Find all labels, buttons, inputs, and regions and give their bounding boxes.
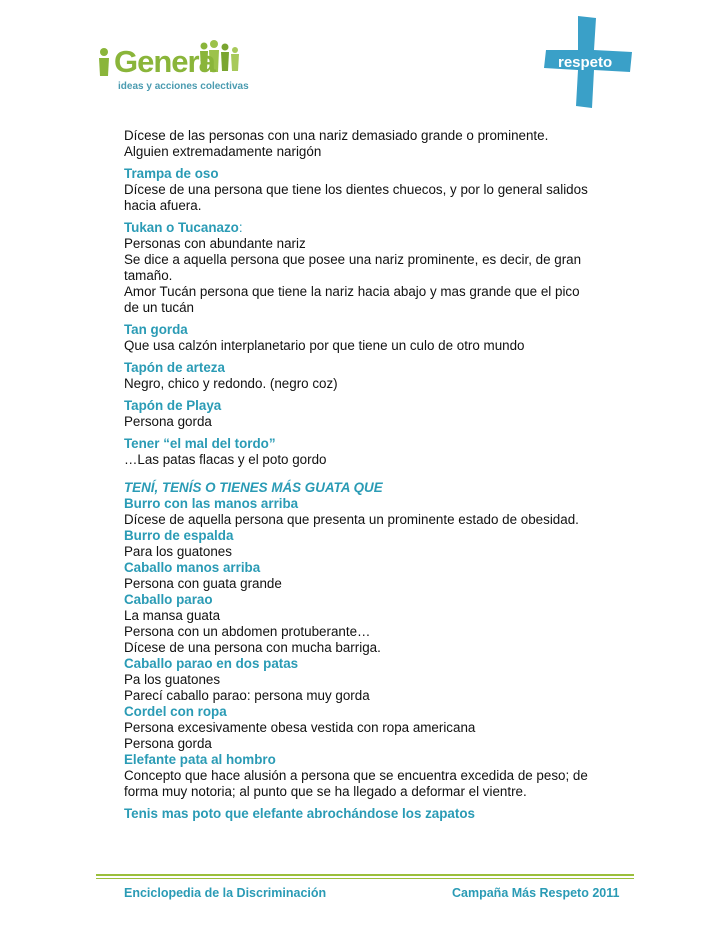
entry-burro-de-espalda: [124, 528, 614, 560]
entry-tukan-o-tucanazo: [124, 220, 614, 316]
entry-term: Caballo parao: [124, 592, 213, 607]
entry-line: …Las patas flacas y el poto gordo: [124, 452, 327, 467]
genera-logo-subtitle: ideas y acciones colectivas: [118, 81, 249, 92]
entry-line: Amor Tucán persona que tiene la nariz hacia abajo y mas grande que el pico: [124, 284, 580, 299]
document-body: [124, 128, 614, 828]
entry-line: Persona excesivamente obesa vestida con ropa americana: [124, 720, 476, 735]
entry-term: Tenis mas poto que elefante abrochándose los zapatos: [124, 806, 475, 821]
entry-tapon-de-playa: [124, 398, 614, 430]
entry-line: forma muy notoria; al punto que se ha llegado a deformar el vientre.: [124, 784, 527, 799]
entry-cordel-con-ropa: [124, 704, 614, 752]
entry-line: Que usa calzón interplanetario por que tiene un culo de otro mundo: [124, 338, 525, 353]
footer-title: Enciclopedia de la Discriminación: [124, 886, 327, 900]
entry-term: Tener “el mal del tordo”: [124, 436, 276, 451]
footer-campaign: Campaña Más Respeto 2011: [452, 886, 620, 900]
footer-rule: [96, 874, 634, 876]
entry-line: Concepto que hace alusión a persona que se encuentra excedida de peso; de: [124, 768, 588, 783]
entry-line: Se dice a aquella persona que posee una nariz prominente, es decir, de gran: [124, 252, 582, 267]
entry-tenis-mas-poto: [124, 806, 614, 822]
entry-line: Dícese de una persona con mucha barriga.: [124, 640, 381, 655]
entry-line: hacia afuera.: [124, 198, 202, 213]
entry-line: La mansa guata: [124, 608, 221, 623]
entry-line: Dícese de una persona que tiene los dientes chuecos, y por lo general salidos: [124, 182, 588, 197]
entry-line: tamaño.: [124, 268, 173, 283]
entry-line: Parecí caballo parao: persona muy gorda: [124, 688, 370, 703]
section-title: TENÍ, TENÍS O TIENES MÁS GUATA QUE: [124, 480, 383, 495]
entry-term: Cordel con ropa: [124, 704, 227, 719]
entry-term-colon: :: [238, 220, 243, 235]
entry-line: Pa los guatones: [124, 672, 221, 687]
entry-term: Trampa de oso: [124, 166, 219, 181]
entry-line: de un tucán: [124, 300, 194, 315]
entry-term: Burro con las manos arriba: [124, 496, 299, 511]
intro-line: Dícese de las personas con una nariz demasiado grande o prominente.: [124, 128, 549, 143]
entry-line: Persona con un abdomen protuberante…: [124, 624, 371, 639]
entry-line: Personas con abundante nariz: [124, 236, 306, 251]
entry-line: Persona con guata grande: [124, 576, 282, 591]
entry-tan-gorda: [124, 322, 614, 354]
entry-burro-con-las-manos-arriba: [124, 496, 614, 528]
entry-line: Persona gorda: [124, 414, 212, 429]
respeto-logo-word: respeto: [558, 54, 613, 71]
intro-block: [124, 128, 614, 160]
entry-term: Tan gorda: [124, 322, 188, 337]
entry-term: Elefante pata al hombro: [124, 752, 276, 767]
genera-logo-word: Genera: [114, 44, 215, 79]
entry-term: Caballo manos arriba: [124, 560, 261, 575]
entry-term: Tapón de arteza: [124, 360, 225, 375]
entry-elefante-pata-al-hombro: [124, 752, 614, 800]
entry-term: Burro de espalda: [124, 528, 234, 543]
intro-line: Alguien extremadamente narigón: [124, 144, 322, 159]
entry-line: Negro, chico y redondo. (negro coz): [124, 376, 338, 391]
footer-rule-thin: [96, 878, 634, 879]
entry-caballo-parao-en-dos-patas: [124, 656, 614, 704]
entry-term: [124, 220, 614, 236]
entry-caballo-parao: [124, 592, 614, 656]
entry-term: Tapón de Playa: [124, 398, 222, 413]
entry-caballo-manos-arriba: [124, 560, 614, 592]
entry-line: Persona gorda: [124, 736, 212, 751]
entry-term-text: Tukan o Tucanazo: [124, 220, 239, 235]
entry-line: Para los guatones: [124, 544, 232, 559]
page-header: [0, 0, 728, 120]
entry-trampa-de-oso: [124, 166, 614, 214]
entry-term: Caballo parao en dos patas: [124, 656, 299, 671]
respeto-logo: [536, 14, 636, 110]
genera-logo: [96, 38, 249, 98]
entry-tener-el-mal-del-tordo: [124, 436, 614, 468]
entry-line: Dícese de aquella persona que presenta un prominente estado de obesidad.: [124, 512, 579, 527]
entry-tapon-de-arteza: [124, 360, 614, 392]
